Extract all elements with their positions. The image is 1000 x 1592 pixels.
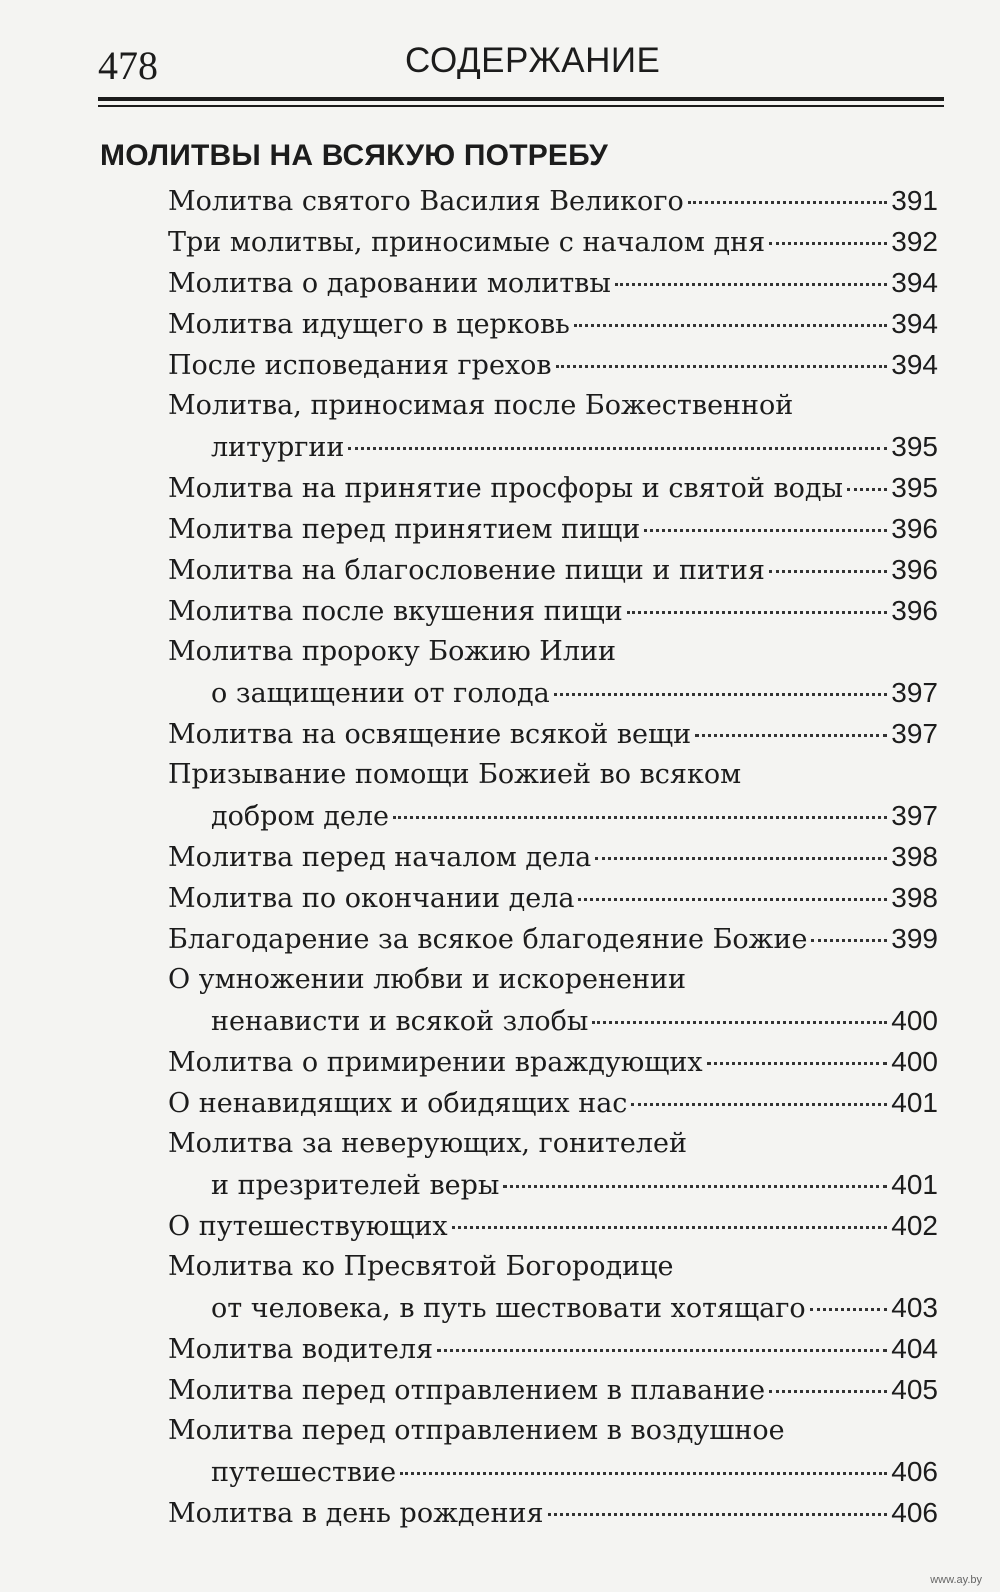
toc-entry-title: Молитва на благословение пищи и пития (168, 555, 765, 586)
toc-page-number: 398 (891, 882, 938, 913)
toc-entry-line (168, 1082, 938, 1123)
toc-entry-title: добром деле (211, 801, 389, 832)
dot-leader (548, 1513, 888, 1516)
toc-entry-line (168, 1410, 938, 1451)
toc-entry-line (168, 1041, 938, 1082)
toc-entry-title: Молитва после вкушения пищи (168, 596, 623, 627)
dot-leader (437, 1349, 887, 1352)
toc-entry (168, 1410, 938, 1492)
toc-entry-line (168, 959, 938, 1000)
toc-entry (168, 1328, 938, 1369)
toc-entry (168, 262, 938, 303)
toc-entry-title: Три молитвы, приносимые с началом дня (168, 227, 766, 258)
watermark: www.ay.by (930, 1574, 982, 1586)
toc-entry (168, 508, 938, 549)
dot-leader (592, 1021, 887, 1024)
dot-leader (695, 734, 887, 737)
page-number: 478 (98, 43, 158, 88)
toc-page-number: 400 (891, 1046, 938, 1077)
toc-entry-continuation (168, 1451, 938, 1492)
toc-entry-title: Молитва на принятие просфоры и святой воды (168, 473, 844, 504)
toc-page-number: 394 (891, 267, 938, 298)
toc-page-number: 396 (891, 595, 938, 626)
toc-entry-line (168, 1246, 938, 1287)
toc-entry (168, 549, 938, 590)
toc-page-number: 405 (891, 1374, 938, 1405)
toc-entry-title: Молитва, приносимая после Божественной (168, 390, 794, 421)
toc-entry-continuation (168, 1287, 938, 1328)
toc-entry-line (168, 508, 938, 549)
header-rule-thick (98, 97, 944, 101)
toc-entry-continuation (168, 795, 938, 836)
dot-leader (769, 1390, 887, 1393)
toc-entry (168, 959, 938, 1041)
toc-entry-line (168, 385, 938, 426)
toc-entry-title: Благодарение за всякое благодеяние Божие (168, 924, 808, 955)
toc-entry-title: Молитва за неверующих, гонителей (168, 1128, 688, 1159)
dot-leader (574, 324, 887, 327)
toc-entry (168, 221, 938, 262)
toc-entry-line (168, 303, 938, 344)
toc-page-number: 402 (891, 1210, 938, 1241)
toc-entry-title: путешествие (211, 1457, 397, 1488)
toc-entry-title: Молитва ко Пресвятой Богородице (168, 1251, 674, 1282)
toc-entry-title: Молитва в день рождения (168, 1498, 544, 1529)
toc-entry-line (168, 1205, 938, 1246)
toc-entry-title: Молитва перед началом дела (168, 842, 592, 873)
dot-leader (769, 570, 887, 573)
toc-entry-line (168, 221, 938, 262)
toc-page-number: 399 (891, 923, 938, 954)
toc-page-number: 395 (891, 472, 938, 503)
toc-entry (168, 631, 938, 713)
toc-entry (168, 1041, 938, 1082)
toc-entry-title: Молитва перед принятием пищи (168, 514, 641, 545)
toc-entry (168, 754, 938, 836)
dot-leader (847, 488, 887, 491)
toc-entry (168, 918, 938, 959)
dot-leader (688, 201, 888, 204)
dot-leader (556, 365, 888, 368)
toc-entry-title: О умножении любви и искоренении (168, 964, 686, 995)
toc-page-number: 406 (891, 1497, 938, 1528)
toc-entry-title: Молитва перед отправлением в воздушное (168, 1415, 785, 1446)
toc-page-number: 406 (891, 1456, 938, 1487)
toc-entry-title: от человека, в путь шествовати хотящаго (211, 1293, 806, 1324)
toc-entry-line (168, 1492, 938, 1533)
dot-leader (595, 857, 887, 860)
toc-entry-title: Молитва о примирении враждующих (168, 1047, 703, 1078)
toc-entry-line (168, 1328, 938, 1369)
dot-leader (578, 898, 887, 901)
toc-page-number: 397 (891, 718, 938, 749)
toc-entry-title: Молитва по окончании дела (168, 883, 575, 914)
toc-entry (168, 467, 938, 508)
toc-entry-title: Молитва на освящение всякой вещи (168, 719, 692, 750)
toc-entry-continuation (168, 1000, 938, 1041)
toc-entry-line (168, 262, 938, 303)
toc-entry-line (168, 836, 938, 877)
toc-entry (168, 344, 938, 385)
dot-leader (400, 1472, 887, 1475)
toc-page-number: 392 (891, 226, 938, 257)
toc-entry-title: ненависти и всякой злобы (211, 1006, 589, 1037)
toc-page-number: 398 (891, 841, 938, 872)
toc-entry-line (168, 590, 938, 631)
toc-entry (168, 1123, 938, 1205)
toc-entry (168, 713, 938, 754)
toc-entry-title: Призывание помощи Божией во всяком (168, 759, 742, 790)
toc-entry-title: О ненавидящих и обидящих нас (168, 1088, 628, 1119)
toc-page-number: 396 (891, 554, 938, 585)
toc-page-number: 394 (891, 349, 938, 380)
toc-page-number: 395 (891, 431, 938, 462)
toc-entry (168, 385, 938, 467)
toc-entry-line (168, 1123, 938, 1164)
dot-leader (811, 939, 887, 942)
dot-leader (707, 1062, 888, 1065)
toc-entry-title: Молитва о даровании молитвы (168, 268, 611, 299)
toc-entry-line (168, 180, 938, 221)
toc-entry (168, 180, 938, 221)
running-head: СОДЕРЖАНИЕ (405, 41, 661, 80)
toc-entry-title: После исповедания грехов (168, 350, 552, 381)
toc-page-number: 400 (891, 1005, 938, 1036)
toc-entry (168, 1492, 938, 1533)
toc-entry-line (168, 467, 938, 508)
toc-entry-line (168, 1369, 938, 1410)
dot-leader (393, 816, 887, 819)
dot-leader (348, 447, 887, 450)
toc-entry (168, 590, 938, 631)
toc-entry-title: литургии (211, 432, 345, 463)
toc-page-number: 401 (891, 1087, 938, 1118)
toc-entry-continuation (168, 672, 938, 713)
toc-page-number: 403 (891, 1292, 938, 1323)
toc-entry-title: Молитва перед отправлением в плавание (168, 1375, 766, 1406)
toc-entry-title: о защищении от голода (211, 678, 550, 709)
toc-entry (168, 1205, 938, 1246)
toc-entry-title: Молитва пророку Божию Илии (168, 636, 616, 667)
toc-entry (168, 1246, 938, 1328)
dot-leader (631, 1103, 887, 1106)
toc-entry-line (168, 344, 938, 385)
table-of-contents (168, 180, 938, 1533)
toc-page-number: 404 (891, 1333, 938, 1364)
toc-entry-title: Молитва святого Василия Великого (168, 186, 684, 217)
dot-leader (627, 611, 888, 614)
toc-entry-continuation (168, 426, 938, 467)
dot-leader (810, 1308, 888, 1311)
toc-entry-title: О путешествующих (168, 1211, 448, 1242)
dot-leader (769, 242, 887, 245)
toc-entry-title: Молитва идущего в церковь (168, 309, 570, 340)
toc-page-number: 397 (891, 677, 938, 708)
dot-leader (452, 1226, 888, 1229)
toc-entry (168, 1082, 938, 1123)
toc-entry-line (168, 713, 938, 754)
toc-page-number: 397 (891, 800, 938, 831)
toc-entry-line (168, 631, 938, 672)
dot-leader (644, 529, 887, 532)
toc-entry-continuation (168, 1164, 938, 1205)
header-rule-thin (98, 105, 944, 107)
toc-page-number: 391 (891, 185, 938, 216)
dot-leader (503, 1185, 887, 1188)
dot-leader (554, 693, 888, 696)
toc-entry-line (168, 754, 938, 795)
toc-entry (168, 877, 938, 918)
toc-entry-line (168, 549, 938, 590)
toc-entry-title: Молитва водителя (168, 1334, 434, 1365)
toc-page-number: 394 (891, 308, 938, 339)
toc-entry (168, 836, 938, 877)
toc-entry-line (168, 918, 938, 959)
toc-page-number: 401 (891, 1169, 938, 1200)
dot-leader (615, 283, 887, 286)
section-heading: МОЛИТВЫ НА ВСЯКУЮ ПОТРЕБУ (100, 139, 609, 172)
toc-entry-title: и презрителей веры (211, 1170, 500, 1201)
toc-entry-line (168, 877, 938, 918)
toc-entry (168, 1369, 938, 1410)
toc-entry (168, 303, 938, 344)
toc-page-number: 396 (891, 513, 938, 544)
